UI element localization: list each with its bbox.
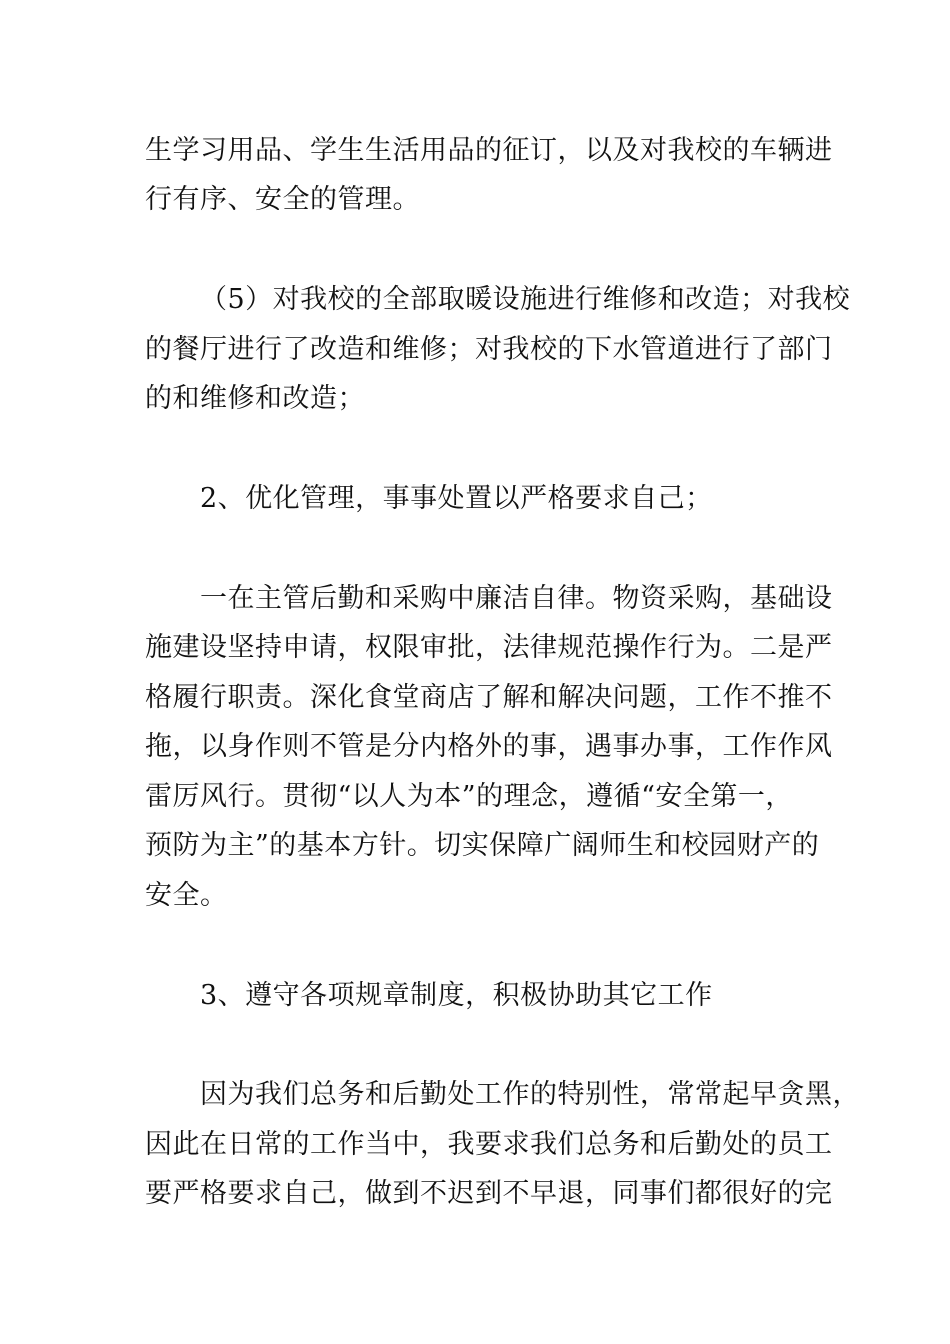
text-line: 因为我们总务和后勤处工作的特别性，常常起早贪黑， xyxy=(200,1079,860,1110)
text-line: 施建设坚持申请，权限审批，法律规范操作行为。二是严 xyxy=(145,632,833,663)
text-line: 的和维修和改造； xyxy=(145,383,365,414)
text-line: 预防为主”的基本方针。切实保障广阔师生和校园财产的 xyxy=(145,830,820,861)
text-line: 要严格要求自己，做到不迟到不早退，同事们都很好的完 xyxy=(145,1178,833,1209)
text-line: 安全。 xyxy=(145,880,228,911)
section-heading: 3、遵守各项规章制度，积极协助其它工作 xyxy=(200,980,713,1011)
text-line: 生学习用品、学生生活用品的征订，以及对我校的车辆进 xyxy=(145,135,833,166)
text-line: 一在主管后勤和采购中廉洁自律。物资采购，基础设 xyxy=(200,583,833,614)
text-line: 的餐厅进行了改造和维修；对我校的下水管道进行了部门 xyxy=(145,334,833,365)
text-line: 行有序、安全的管理。 xyxy=(145,184,420,215)
text-line: 雷厉风行。贯彻“以人为本”的理念，遵循“安全第一， xyxy=(145,781,793,812)
section-heading: 2、优化管理，事事处置以严格要求自己； xyxy=(200,483,713,514)
text-line: 拖，以身作则不管是分内格外的事，遇事办事，工作作风 xyxy=(145,731,833,762)
text-line: 因此在日常的工作当中，我要求我们总务和后勤处的员工 xyxy=(145,1129,833,1160)
text-line: 格履行职责。深化食堂商店了解和解决问题，工作不推不 xyxy=(145,682,833,713)
text-line: （5）对我校的全部取暖设施进行维修和改造；对我校 xyxy=(200,284,851,315)
